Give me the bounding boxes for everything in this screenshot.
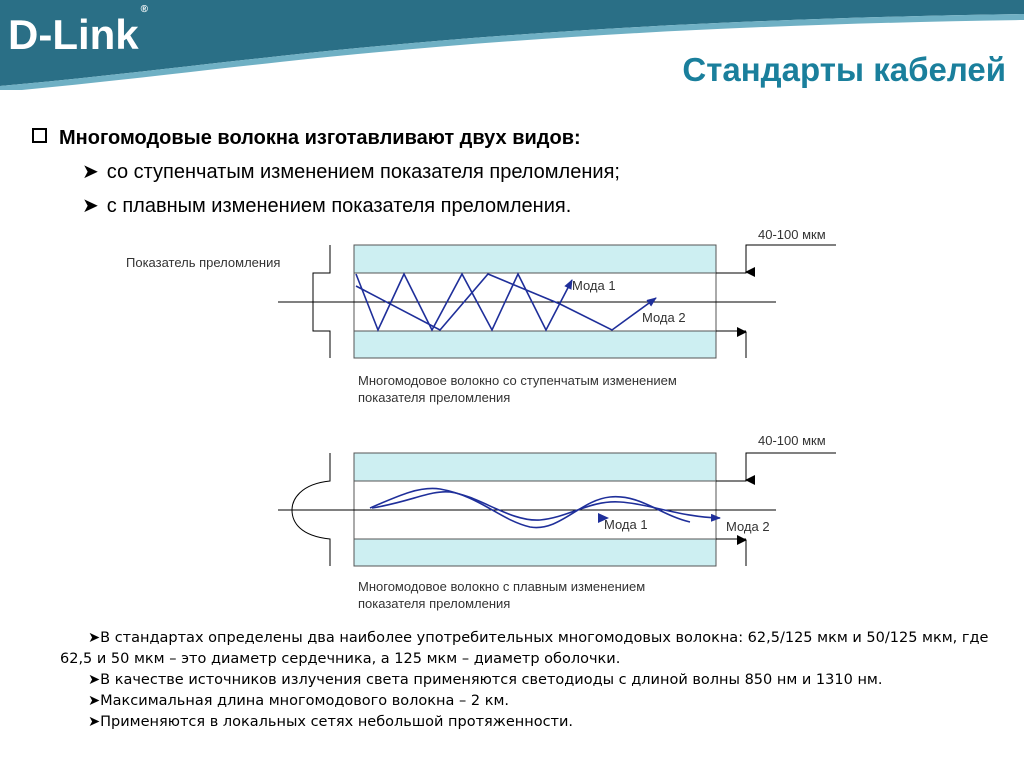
cladding-bottom bbox=[354, 539, 716, 566]
sub-bullet-text: с плавным изменением показателя преломления. bbox=[106, 195, 572, 217]
caption-line1: Многомодовое волокно со ступенчатым изменением bbox=[358, 373, 677, 388]
mode1-label: Мода 1 bbox=[604, 517, 648, 532]
heading-text: Многомодовые волокна изготавливают двух видов: bbox=[59, 127, 581, 149]
mode1-label: Мода 1 bbox=[572, 278, 616, 293]
registered-mark: ® bbox=[140, 4, 149, 15]
arrow-bullet-icon: ➤ bbox=[82, 161, 99, 183]
graded-index-fiber bbox=[278, 433, 836, 611]
slide-title: Стандарты кабелей bbox=[682, 51, 1006, 88]
mode2-label: Мода 2 bbox=[642, 310, 686, 325]
size-label: 40-100 мкм bbox=[758, 227, 826, 242]
caption-line2: показателя преломления bbox=[358, 596, 511, 611]
caption-line1: Многомодовое волокно с плавным изменением bbox=[358, 579, 646, 594]
note-3: ➤Максимальная длина многомодового волокна – 2 км. bbox=[88, 693, 510, 709]
note-4: ➤Применяются в локальных сетях небольшой протяженности. bbox=[88, 714, 574, 730]
index-label: Показатель преломления bbox=[126, 255, 281, 270]
mode2-label: Мода 2 bbox=[726, 519, 770, 534]
cladding-bottom bbox=[354, 331, 716, 358]
note-1: ➤В стандартах определены два наиболее употребительных многомодовых волокна: 62,5/125 мкм и 50/125 мкм, где 62,5 и 50 мкм – это диаметр сердечника, а 125 мкм – диаметр оболочки. bbox=[60, 630, 989, 667]
dimension-bracket bbox=[716, 453, 836, 481]
cladding-top bbox=[354, 453, 716, 481]
arrow-bullet-icon: ➤ bbox=[82, 195, 99, 217]
notes bbox=[60, 628, 990, 733]
size-label: 40-100 мкм bbox=[758, 433, 826, 448]
dimension-bracket bbox=[716, 245, 836, 273]
step-index-fiber bbox=[126, 227, 836, 405]
cladding-top bbox=[354, 245, 716, 273]
caption-line2: показателя преломления bbox=[358, 390, 511, 405]
note-2: ➤В качестве источников излучения света применяются светодиоды с длиной волны 850 нм и 1310 нм. bbox=[88, 672, 883, 688]
sub-bullet-text: со ступенчатым изменением показателя преломления; bbox=[106, 161, 620, 183]
logo-text: D-Link bbox=[8, 11, 139, 58]
